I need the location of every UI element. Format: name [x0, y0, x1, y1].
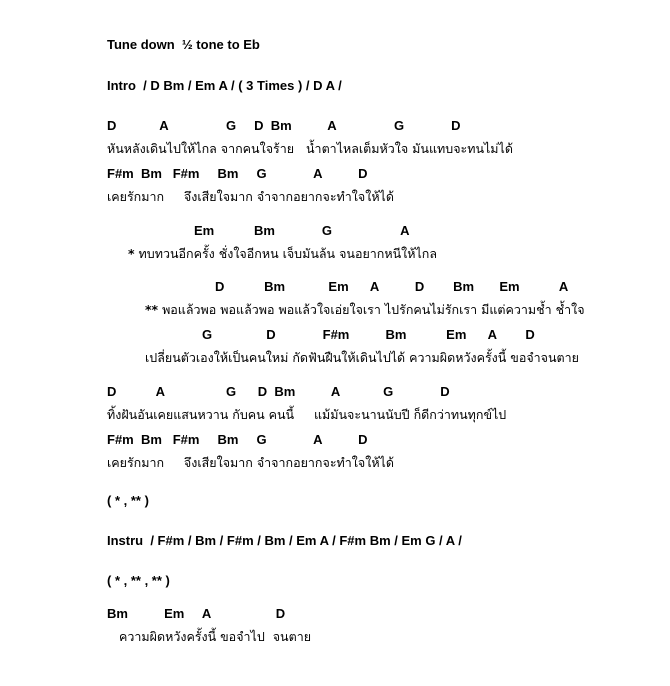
tuning-note: Tune down ½ tone to Eb — [107, 37, 260, 52]
pre-chorus-lyric: ทบทวนอีกครั้ง ชั่งใจอีกหน เจ็บมันล้น จนอยากหนีให้ไกล — [138, 246, 438, 261]
pre-chorus-chords: Em Bm G A — [194, 223, 410, 238]
verse1-lyric-1: หันหลังเดินไปให้ไกล จากคนใจร้าย น้ำตาไหลเต็มหัวใจ มันแทบจะทนไม่ได้ — [107, 141, 513, 156]
outro-lyric: ความผิดหวังครั้งนี้ ขอจำไป จนตาย — [119, 629, 312, 644]
chorus-lyric-2: เปลี่ยนตัวเองให้เป็นคนใหม่ กัดฟันฝืนให้เดินไปได้ ความผิดหวังครั้งนี้ ขอจำจนตาย — [145, 350, 580, 365]
repeat-marker-2: ( * , ** , ** ) — [107, 573, 170, 588]
chorus-chords-2: G D F#m Bm Em A D — [202, 327, 535, 342]
verse2-chords-1: D A G D Bm A G D — [107, 384, 450, 399]
pre-chorus-marker: * — [128, 246, 135, 261]
chorus-chords-1: D Bm Em A D Bm Em A — [215, 279, 569, 294]
intro-line: Intro / D Bm / Em A / ( 3 Times ) / D A / — [107, 78, 342, 93]
chorus-line-1 — [145, 304, 585, 317]
verse1-chords-2: F#m Bm F#m Bm G A D — [107, 166, 368, 181]
repeat-marker-1: ( * , ** ) — [107, 493, 149, 508]
instru-line: Instru / F#m / Bm / F#m / Bm / Em A / F#m Bm / Em G / A / — [107, 533, 462, 548]
verse1-lyric-2: เคยรักมาก จึงเสียใจมาก จำจากอยากจะทำใจให้ได้ — [107, 189, 394, 204]
verse1-chords-1: D A G D Bm A G D — [107, 118, 461, 133]
verse2-chords-2: F#m Bm F#m Bm G A D — [107, 432, 368, 447]
outro-chords: Bm Em A D — [107, 606, 286, 621]
verse2-lyric-1: ทิ้งฝันอันเคยแสนหวาน กับคน คนนี้ แม้มันจะนานนับปี ก็ดีกว่าทนทุกข์ไป — [107, 407, 507, 422]
verse2-lyric-2: เคยรักมาก จึงเสียใจมาก จำจากอยากจะทำใจให้ได้ — [107, 455, 394, 470]
chorus-marker: ** — [145, 302, 159, 317]
pre-chorus-line — [128, 248, 437, 261]
chorus-lyric-1: พอแล้วพอ พอแล้วพอ พอแล้วใจเอ่ยใจเรา ไปรักคนไม่รักเรา มีแต่ความช้ำ ช้ำใจ — [162, 302, 585, 317]
